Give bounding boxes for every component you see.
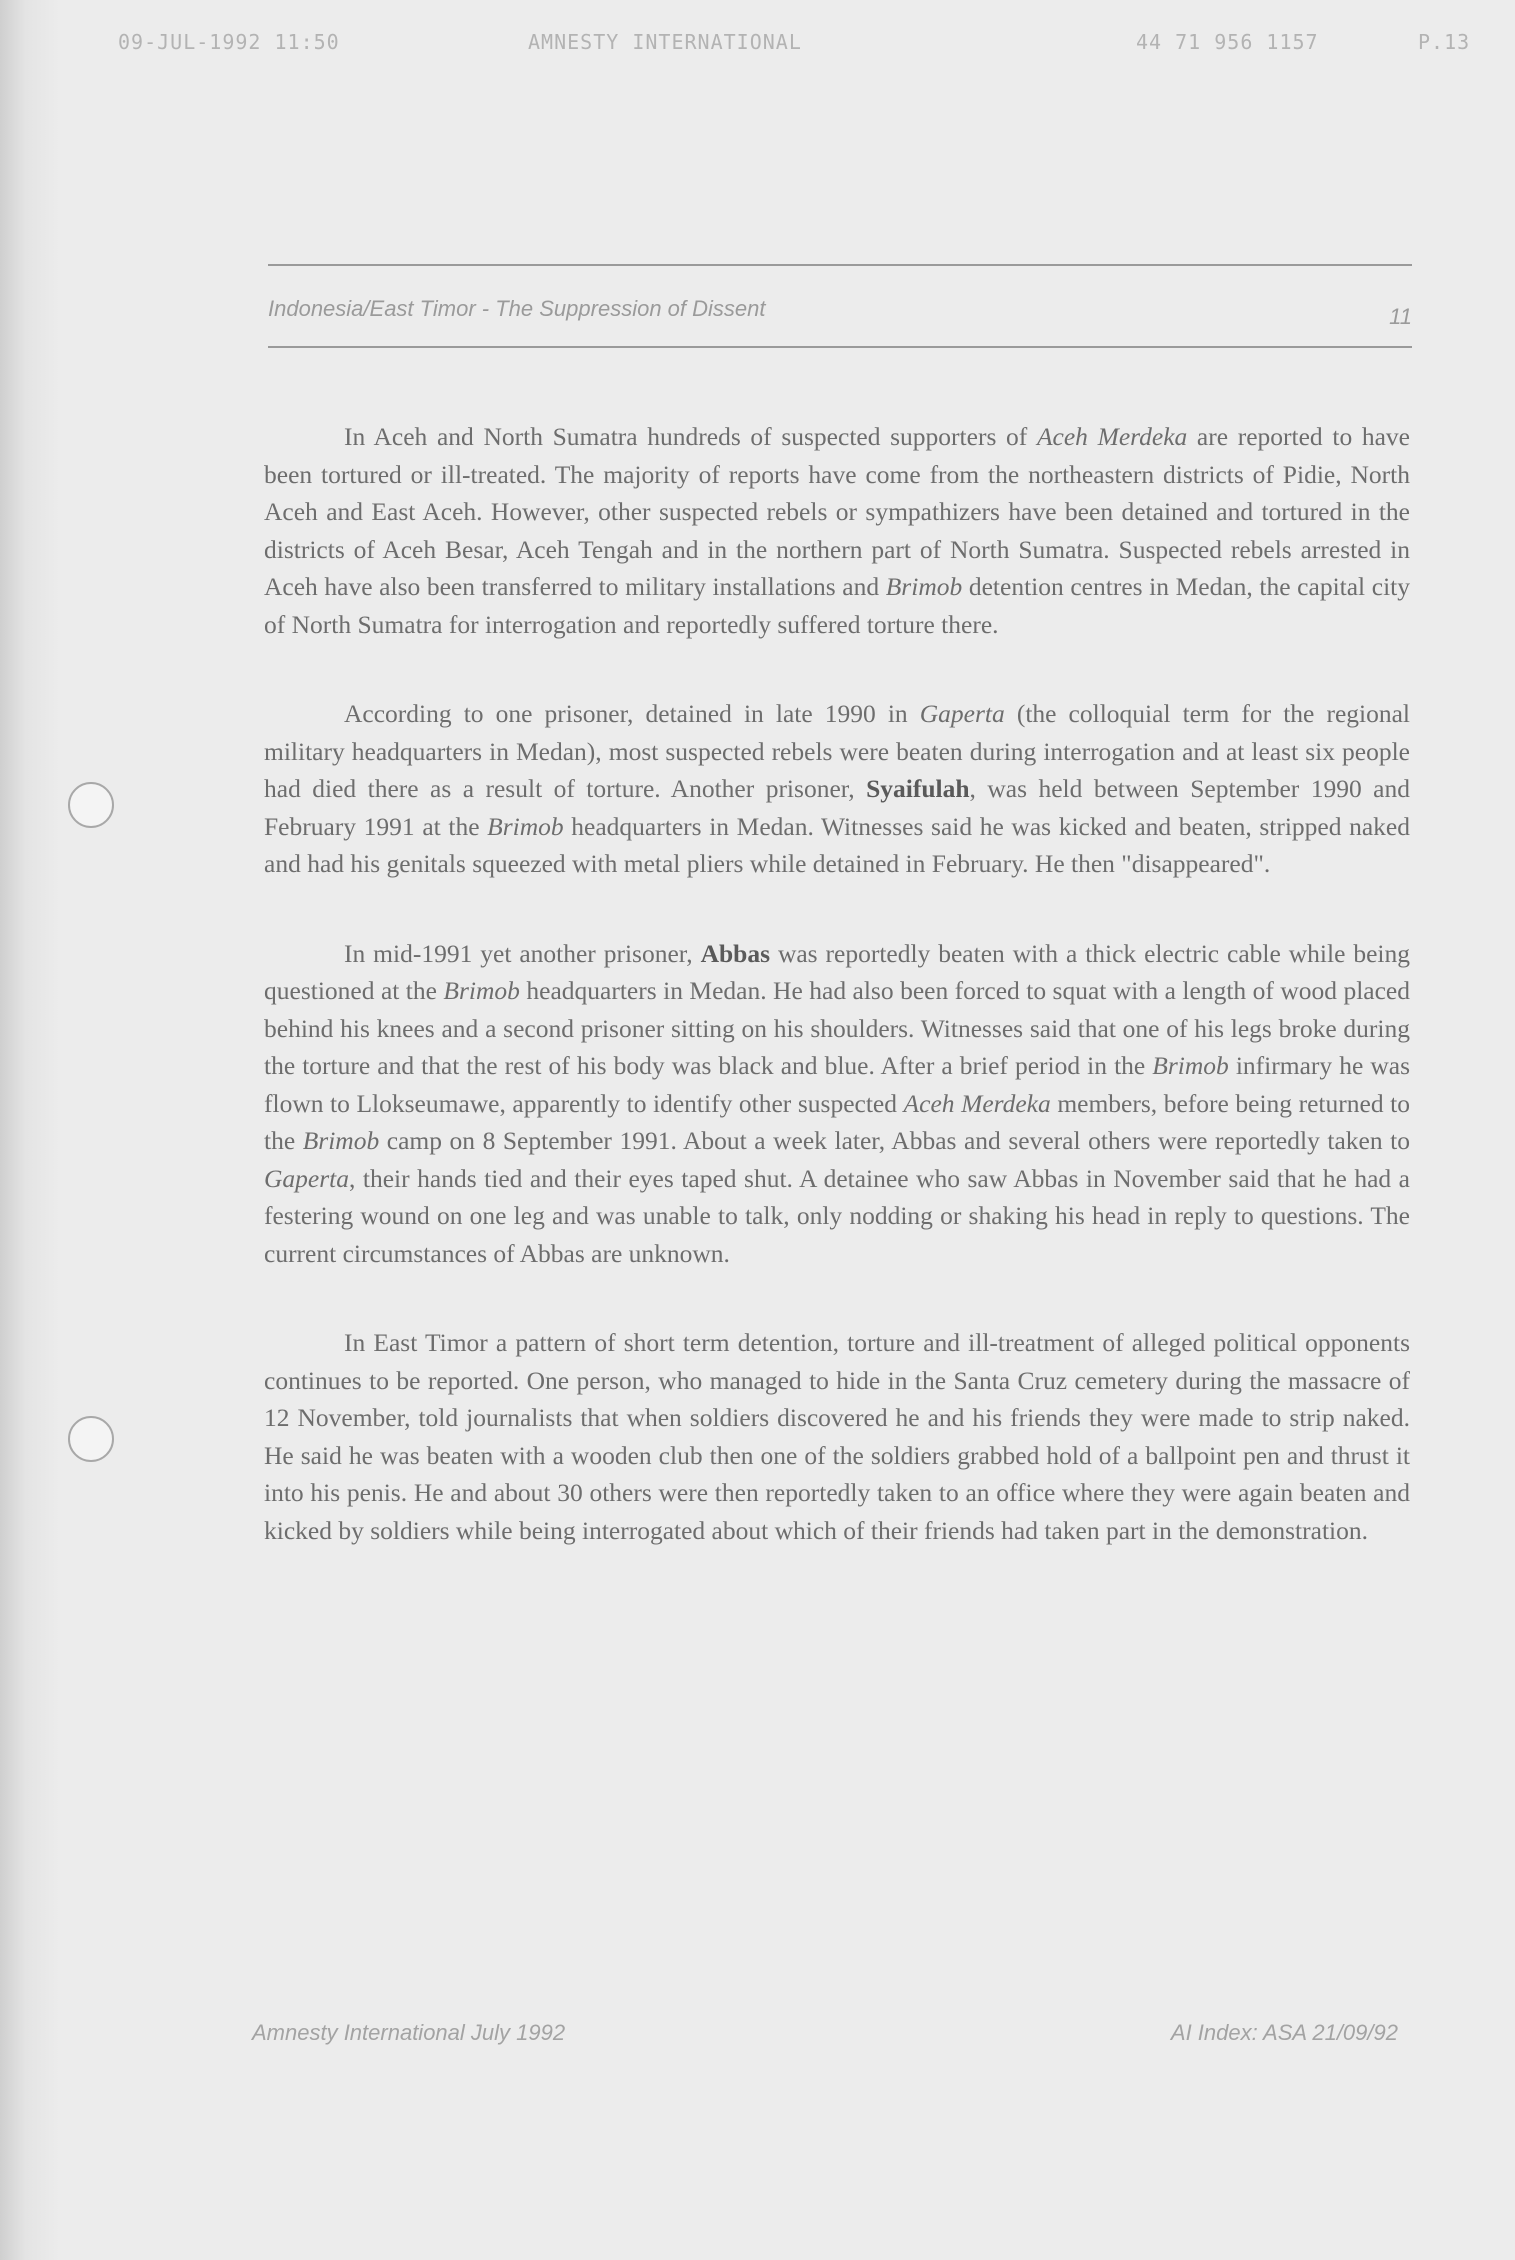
text-run: Abbas [700,938,771,968]
paragraph [264,695,1410,883]
fax-page: P.13 [1418,30,1471,54]
fax-header [118,30,1488,60]
text-run: Brimob [302,1126,380,1155]
running-head-title: Indonesia/East Timor - The Suppression of Dissent [268,296,766,321]
page-number: 11 [1389,304,1412,329]
text-run: In mid-1991 yet another prisoner, [344,938,701,968]
text-run: Brimob [885,572,963,601]
paragraph [264,418,1410,643]
running-head [268,296,1412,328]
text-run: Aceh Merdeka [903,1088,1051,1118]
footer-index: AI Index: ASA 21/09/92 [1170,2020,1398,2045]
header-rule-bottom [268,346,1412,348]
paragraph [264,935,1410,1273]
text-run: detention centres in Medan, the capital city of North Sumatra for interrogation and reportedly suffered torture there. [264,572,1410,639]
text-run: members, before being returned to the [264,1088,1410,1155]
fax-phone: 44 71 956 1157 [1136,30,1319,54]
text-run: camp on 8 September 1991. About a week later, Abbas and several others were reportedly taken to [379,1126,1410,1155]
text-run: In Aceh and North Sumatra hundreds of suspected supporters of [344,422,1037,451]
text-run: are reported to have been tortured or ill-treated. The majority of reports have come from the northeastern districts of Pidie, North Aceh and East Aceh. However, other suspected rebels or sympathizers have been detained and tortured in the districts of Aceh Besar, Aceh Tengah and in the northern part of North Sumatra. Suspected rebels arrested in Aceh have also been transferred to military installations and [264,422,1410,601]
text-run: headquarters in Medan. He had also been forced to squat with a length of wood placed behind his knees and a second prisoner sitting on his shoulders. Witnesses said that one of his legs broke during the torture and that the rest of his body was black and blue. After a brief period in the [264,976,1410,1080]
punch-hole-icon [68,1416,114,1462]
text-run: Brimob [1152,1051,1229,1080]
header-rule-top [268,264,1412,266]
text-run: According to one prisoner, detained in late 1990 in [344,699,920,728]
paragraph [264,1324,1410,1549]
fax-sender: AMNESTY INTERNATIONAL [528,30,802,54]
text-run: Aceh Merdeka [1036,422,1188,451]
page-footer [252,2020,1398,2054]
text-run: Brimob [487,811,564,841]
text-run: In East Timor a pattern of short term detention, torture and ill-treatment of alleged political opponents continues to be reported. One person, who managed to hide in the Santa Cruz cemetery during the massacre of 12 November, told journalists that when soldiers discovered he and his friends they were made to strip naked. He said he was beaten with a wooden club then one of the soldiers grabbed hold of a ballpoint pen and thrust it into his penis. He and about 30 others were then reportedly taken to an office where they were again beaten and kicked by soldiers while being interrogated about which of their friends had taken part in the demonstration. [264,1328,1410,1545]
text-run: Gaperta [919,699,1005,728]
text-run: was reportedly beaten with a thick electric cable while being questioned at the [264,938,1410,1005]
body-text [264,418,1410,1601]
text-run: headquarters in Medan. Witnesses said he was kicked and beaten, stripped naked and had his genitals squeezed with metal pliers while detained in February. He then "disappeared". [264,811,1411,878]
footer-publisher: Amnesty International July 1992 [252,2020,566,2045]
text-run: , was held between September 1990 and February 1991 at the [264,774,1410,841]
fax-datetime: 09-JUL-1992 11:50 [118,30,340,54]
text-run: Gaperta [264,1163,349,1193]
text-run: , their hands tied and their eyes taped shut. A detainee who saw Abbas in November said that he had a festering wound on one leg and was unable to talk, only nodding or shaking his head in reply to questions. The current circumstances of Abbas are unknown. [264,1163,1410,1268]
text-run: (the colloquial term for the regional military headquarters in Medan), most suspected rebels were beaten during interrogation and at least six people had died there as a result of torture. Another prisoner, [264,699,1410,803]
text-run: Brimob [443,976,520,1005]
text-run: Syaifulah [866,774,970,803]
punch-hole-icon [68,782,114,828]
text-run: infirmary he was flown to Llokseumawe, apparently to identify other suspected [264,1051,1410,1118]
